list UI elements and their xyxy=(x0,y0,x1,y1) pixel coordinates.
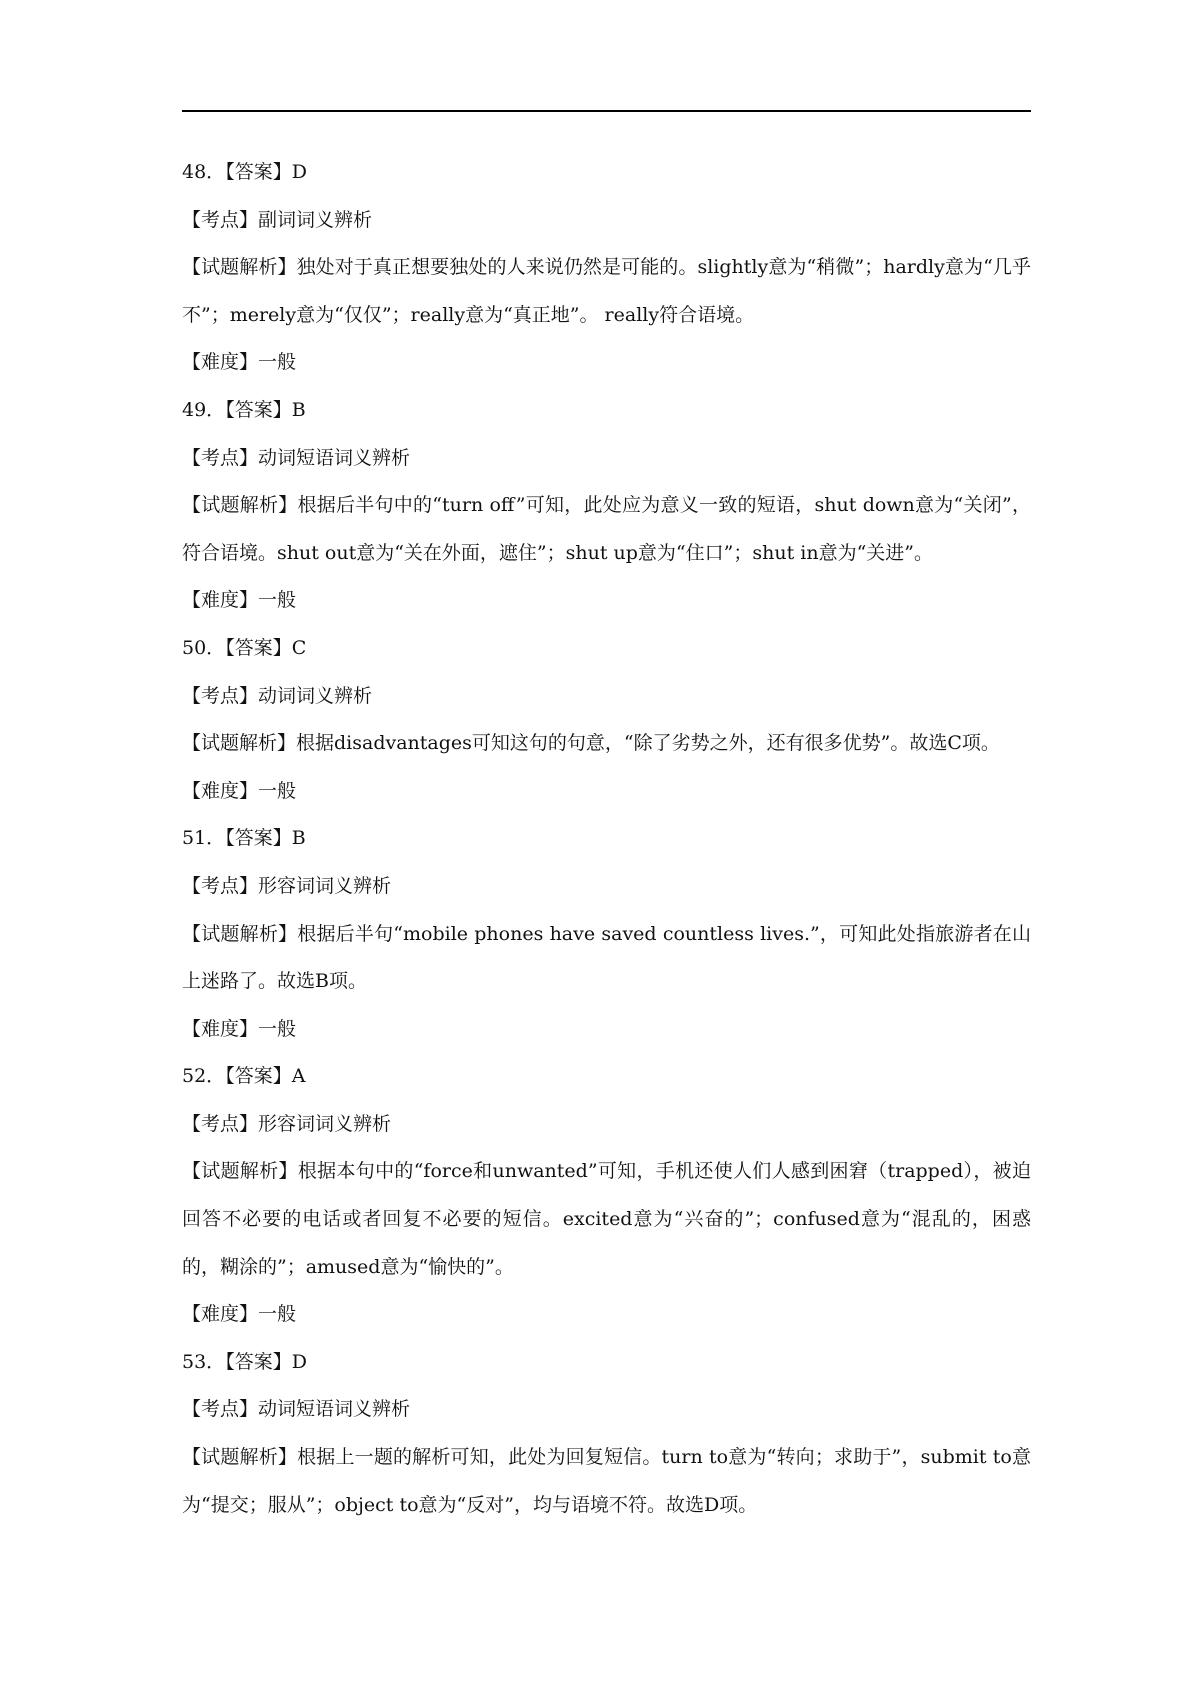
item-number: 53． xyxy=(182,1350,226,1373)
answer-label: 【答案】 xyxy=(225,398,292,421)
kaodian-value: 形容词词义辨析 xyxy=(258,1112,392,1135)
analysis-paragraph xyxy=(182,720,1031,768)
difficulty-label: 【难度】 xyxy=(182,1303,259,1326)
answer-line xyxy=(182,387,1031,435)
difficulty-label: 【难度】 xyxy=(182,779,259,802)
kaodian-value: 动词短语词义辨析 xyxy=(258,1398,411,1421)
item-number: 49． xyxy=(182,398,226,421)
answer-value: D xyxy=(291,1350,307,1373)
analysis-label: 【试题解析】 xyxy=(182,256,297,279)
analysis-text: 根据本句中的“force和unwanted”可知，手机还使人们人感到困窘（trapped），被迫回答不必要的电话或者回复不必要的短信。excited意为“兴奋的”；confused意为“混乱的，困惑的，糊涂的”；amused意为“愉快的”。 xyxy=(182,1160,1031,1278)
item-number: 51． xyxy=(182,827,226,850)
analysis-paragraph xyxy=(182,911,1031,1006)
difficulty-value: 一般 xyxy=(258,589,297,612)
difficulty-value: 一般 xyxy=(258,1017,297,1040)
difficulty-label: 【难度】 xyxy=(182,351,259,374)
answer-label: 【答案】 xyxy=(225,827,292,850)
analysis-label: 【试题解析】 xyxy=(182,1446,298,1469)
answer-line xyxy=(182,815,1031,863)
analysis-text: 根据上一题的解析可知，此处为回复短信。turn to意为“转向；求助于”，submit to意为“提交；服从”；object to意为“反对”，均与语境不符。故选D项。 xyxy=(182,1446,1031,1516)
analysis-text: 根据disadvantages可知这句的句意，“除了劣势之外，还有很多优势”。故选C项。 xyxy=(296,732,1000,755)
kaodian-label: 【考点】 xyxy=(182,208,259,231)
analysis-label: 【试题解析】 xyxy=(182,922,298,945)
difficulty-line xyxy=(182,339,1031,387)
answer-line xyxy=(182,149,1031,197)
kaodian-value: 动词短语词义辨析 xyxy=(258,446,411,469)
difficulty-line xyxy=(182,577,1031,625)
kaodian-value: 形容词词义辨析 xyxy=(258,874,392,897)
answer-line xyxy=(182,1339,1031,1387)
kaodian-label: 【考点】 xyxy=(182,1112,259,1135)
kaodian-line xyxy=(182,1101,1031,1149)
analysis-text: 根据后半句“mobile phones have saved countless lives.”，可知此处指旅游者在山上迷路了。故选B项。 xyxy=(182,922,1031,993)
answer-label: 【答案】 xyxy=(225,1350,292,1373)
difficulty-line xyxy=(182,768,1031,816)
header-rule xyxy=(182,110,1031,112)
analysis-text: 独处对于真正想要独处的人来说仍然是可能的。slightly意为“稍微”；hardly意为“几乎不”；merely意为“仅仅”；really意为“真正地”。 really符合语境。 xyxy=(182,256,1031,326)
analysis-paragraph xyxy=(182,244,1031,339)
analysis-paragraph xyxy=(182,482,1031,577)
kaodian-label: 【考点】 xyxy=(182,446,259,469)
analysis-text: 根据后半句中的“turn off”可知，此处应为意义一致的短语，shut down意为“关闭”，符合语境。shut out意为“关在外面，遮住”；shut up意为“住口”；shut in意为“关进”。 xyxy=(182,494,1031,564)
item-number: 50． xyxy=(182,636,226,659)
kaodian-line xyxy=(182,673,1031,721)
difficulty-label: 【难度】 xyxy=(182,589,259,612)
kaodian-label: 【考点】 xyxy=(182,1398,259,1421)
analysis-label: 【试题解析】 xyxy=(182,1160,298,1183)
answer-label: 【答案】 xyxy=(225,636,292,659)
difficulty-line xyxy=(182,1291,1031,1339)
analysis-paragraph xyxy=(182,1148,1031,1291)
analysis-paragraph xyxy=(182,1434,1031,1529)
answer-value: D xyxy=(291,161,307,183)
kaodian-line xyxy=(182,1386,1031,1434)
difficulty-value: 一般 xyxy=(258,779,297,802)
kaodian-label: 【考点】 xyxy=(182,684,259,707)
difficulty-value: 一般 xyxy=(258,1303,297,1326)
answer-list xyxy=(182,149,1031,1529)
difficulty-line xyxy=(182,1006,1031,1054)
answer-value: A xyxy=(291,1065,306,1088)
analysis-label: 【试题解析】 xyxy=(182,732,297,755)
answer-label: 【答案】 xyxy=(225,1065,292,1088)
kaodian-value: 动词词义辨析 xyxy=(258,684,373,707)
kaodian-line xyxy=(182,435,1031,483)
item-number: 52． xyxy=(182,1065,226,1088)
answer-label: 【答案】 xyxy=(225,161,292,183)
kaodian-value: 副词词义辨析 xyxy=(258,208,373,231)
kaodian-line xyxy=(182,863,1031,911)
difficulty-value: 一般 xyxy=(258,351,297,374)
answer-line xyxy=(182,1053,1031,1101)
answer-value: B xyxy=(291,827,306,850)
answer-value: B xyxy=(291,398,306,421)
analysis-label: 【试题解析】 xyxy=(182,494,298,517)
kaodian-label: 【考点】 xyxy=(182,874,259,897)
difficulty-label: 【难度】 xyxy=(182,1017,259,1040)
answer-value: C xyxy=(291,636,307,659)
answer-line xyxy=(182,625,1031,673)
kaodian-line xyxy=(182,197,1031,245)
item-number: 48． xyxy=(182,161,226,183)
